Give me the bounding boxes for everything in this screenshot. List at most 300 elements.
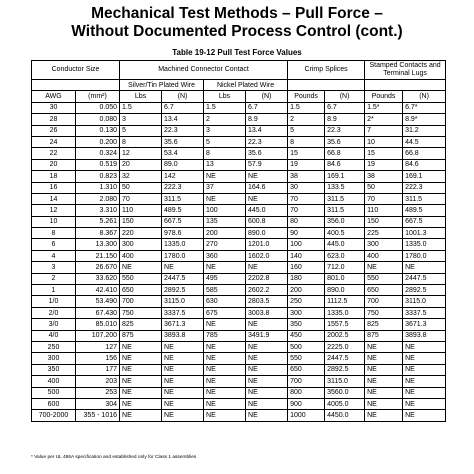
cell-stamped-n: NE <box>403 376 446 387</box>
cell-silver-lbs: 1.5 <box>120 102 162 113</box>
cell-silver-lbs: 20 <box>120 159 162 170</box>
cell-nickel-n: 13.4 <box>246 125 288 136</box>
cell-nickel-n: 57.9 <box>246 159 288 170</box>
cell-awg: 500 <box>32 387 76 398</box>
cell-crimp-pounds: 30 <box>288 182 325 193</box>
cell-crimp-pounds: 250 <box>288 296 325 307</box>
cell-crimp-n: 133.5 <box>325 182 365 193</box>
cell-stamped-n: NE <box>403 364 446 375</box>
cell-nickel-lbs: NE <box>204 341 246 352</box>
cell-crimp-n: 2892.5 <box>325 364 365 375</box>
cell-nickel-lbs: 135 <box>204 216 246 227</box>
cell-crimp-n: 8.9 <box>325 114 365 125</box>
header-blank <box>32 80 120 91</box>
cell-silver-lbs: 32 <box>120 171 162 182</box>
cell-stamped-n: 3671.3 <box>403 319 446 330</box>
cell-stamped-pounds: 19 <box>365 159 403 170</box>
table-row <box>32 262 446 273</box>
title-line-2: Without Documented Process Control (cont.) <box>71 23 403 40</box>
cell-awg: 2/0 <box>32 307 76 318</box>
cell-awg: 2 <box>32 273 76 284</box>
cell-mm2: 127 <box>76 341 120 352</box>
cell-nickel-n: NE <box>246 319 288 330</box>
cell-nickel-lbs: 270 <box>204 239 246 250</box>
cell-silver-n: 978.6 <box>162 228 204 239</box>
cell-silver-n: NE <box>162 353 204 364</box>
table-row <box>32 364 446 375</box>
cell-stamped-n: 3115.0 <box>403 296 446 307</box>
cell-stamped-pounds: 15 <box>365 148 403 159</box>
cell-crimp-n: 84.6 <box>325 159 365 170</box>
cell-crimp-n: 2447.5 <box>325 353 365 364</box>
table-row <box>32 171 446 182</box>
cell-nickel-n: 2602.2 <box>246 285 288 296</box>
cell-silver-n: 667.5 <box>162 216 204 227</box>
cell-awg: 700-2000 <box>32 410 76 421</box>
cell-stamped-n: 1001.3 <box>403 228 446 239</box>
table-body <box>32 102 446 421</box>
header-blank <box>288 80 365 91</box>
cell-stamped-pounds: NE <box>365 353 403 364</box>
cell-stamped-n: 489.5 <box>403 205 446 216</box>
cell-nickel-lbs: NE <box>204 319 246 330</box>
cell-nickel-n: 1201.0 <box>246 239 288 250</box>
cell-mm2: 0.130 <box>76 125 120 136</box>
cell-nickel-n: 600.8 <box>246 216 288 227</box>
cell-stamped-pounds: 110 <box>365 205 403 216</box>
table-row <box>32 182 446 193</box>
cell-mm2: 1.310 <box>76 182 120 193</box>
cell-crimp-n: 311.5 <box>325 193 365 204</box>
cell-nickel-lbs: 3 <box>204 125 246 136</box>
cell-silver-n: 222.3 <box>162 182 204 193</box>
cell-nickel-lbs: NE <box>204 398 246 409</box>
cell-silver-n: 13.4 <box>162 114 204 125</box>
cell-crimp-pounds: 300 <box>288 307 325 318</box>
cell-mm2: 177 <box>76 364 120 375</box>
header-mm2: (mm²) <box>76 91 120 102</box>
cell-nickel-n: 8.9 <box>246 114 288 125</box>
cell-stamped-n: 44.5 <box>403 136 446 147</box>
cell-nickel-lbs: 100 <box>204 205 246 216</box>
table-row <box>32 114 446 125</box>
cell-silver-lbs: NE <box>120 353 162 364</box>
cell-mm2: 304 <box>76 398 120 409</box>
header-newtons: (N) <box>246 91 288 102</box>
cell-silver-lbs: 550 <box>120 273 162 284</box>
cell-nickel-lbs: 5 <box>204 136 246 147</box>
cell-crimp-pounds: 70 <box>288 205 325 216</box>
cell-stamped-pounds: 50 <box>365 182 403 193</box>
cell-awg: 10 <box>32 216 76 227</box>
cell-stamped-n: 8.9* <box>403 114 446 125</box>
cell-nickel-lbs: 200 <box>204 228 246 239</box>
cell-silver-lbs: NE <box>120 341 162 352</box>
cell-crimp-n: 890.0 <box>325 285 365 296</box>
cell-stamped-n: 1780.0 <box>403 250 446 261</box>
cell-crimp-pounds: 80 <box>288 216 325 227</box>
cell-silver-lbs: 825 <box>120 319 162 330</box>
cell-nickel-n: NE <box>246 387 288 398</box>
cell-awg: 20 <box>32 159 76 170</box>
cell-stamped-n: 311.5 <box>403 193 446 204</box>
cell-stamped-n: 84.6 <box>403 159 446 170</box>
cell-awg: 12 <box>32 205 76 216</box>
header-pounds: Pounds <box>365 91 403 102</box>
header-pounds: Pounds <box>288 91 325 102</box>
cell-awg: 30 <box>32 102 76 113</box>
cell-awg: 3/0 <box>32 319 76 330</box>
cell-nickel-n: 2202.8 <box>246 273 288 284</box>
cell-mm2: 107.200 <box>76 330 120 341</box>
header-machined-connector-contact: Machined Connector Contact <box>120 61 288 80</box>
cell-nickel-lbs: 37 <box>204 182 246 193</box>
cell-mm2: 33.620 <box>76 273 120 284</box>
cell-stamped-pounds: NE <box>365 341 403 352</box>
cell-stamped-pounds: 10 <box>365 136 403 147</box>
cell-silver-n: 2892.5 <box>162 285 204 296</box>
cell-silver-lbs: NE <box>120 398 162 409</box>
cell-nickel-lbs: 13 <box>204 159 246 170</box>
cell-crimp-n: 801.0 <box>325 273 365 284</box>
cell-silver-lbs: 3 <box>120 114 162 125</box>
cell-mm2: 26.670 <box>76 262 120 273</box>
cell-silver-lbs: 12 <box>120 148 162 159</box>
cell-nickel-n: NE <box>246 410 288 421</box>
cell-stamped-pounds: 550 <box>365 273 403 284</box>
cell-crimp-n: 445.0 <box>325 239 365 250</box>
cell-stamped-n: NE <box>403 341 446 352</box>
cell-crimp-pounds: 19 <box>288 159 325 170</box>
table-caption: Table 19-12 Pull Test Force Values <box>172 48 302 57</box>
cell-nickel-n: NE <box>246 341 288 352</box>
cell-mm2: 0.080 <box>76 114 120 125</box>
cell-mm2: 0.200 <box>76 136 120 147</box>
table-row <box>32 250 446 261</box>
cell-crimp-n: 3115.0 <box>325 376 365 387</box>
cell-silver-n: 2447.5 <box>162 273 204 284</box>
table-row <box>32 387 446 398</box>
cell-silver-n: 6.7 <box>162 102 204 113</box>
table-row <box>32 319 446 330</box>
cell-crimp-n: 4450.0 <box>325 410 365 421</box>
cell-stamped-n: 6.7* <box>403 102 446 113</box>
cell-stamped-pounds: 875 <box>365 330 403 341</box>
cell-silver-n: 142 <box>162 171 204 182</box>
cell-nickel-n: 890.0 <box>246 228 288 239</box>
cell-stamped-n: 66.8 <box>403 148 446 159</box>
cell-stamped-n: 1335.0 <box>403 239 446 250</box>
cell-mm2: 21.150 <box>76 250 120 261</box>
cell-crimp-n: 1112.5 <box>325 296 365 307</box>
cell-silver-lbs: 8 <box>120 136 162 147</box>
cell-nickel-n: NE <box>246 262 288 273</box>
table-row <box>32 193 446 204</box>
cell-nickel-lbs: NE <box>204 353 246 364</box>
cell-silver-lbs: 150 <box>120 216 162 227</box>
cell-stamped-pounds: NE <box>365 410 403 421</box>
cell-awg: 3 <box>32 262 76 273</box>
cell-crimp-pounds: 800 <box>288 387 325 398</box>
cell-nickel-n: 3491.9 <box>246 330 288 341</box>
cell-crimp-n: 169.1 <box>325 171 365 182</box>
cell-stamped-pounds: NE <box>365 398 403 409</box>
cell-nickel-lbs: 495 <box>204 273 246 284</box>
cell-silver-n: 489.5 <box>162 205 204 216</box>
header-silver-tin-plated: Silver/Tin Plated Wire <box>120 80 204 91</box>
cell-crimp-pounds: 38 <box>288 171 325 182</box>
cell-stamped-pounds: 38 <box>365 171 403 182</box>
cell-crimp-n: 1335.0 <box>325 307 365 318</box>
table-row <box>32 136 446 147</box>
cell-silver-n: NE <box>162 262 204 273</box>
cell-crimp-n: 2002.5 <box>325 330 365 341</box>
cell-stamped-pounds: NE <box>365 387 403 398</box>
cell-silver-n: 89.0 <box>162 159 204 170</box>
cell-silver-lbs: NE <box>120 387 162 398</box>
header-newtons: (N) <box>325 91 365 102</box>
cell-awg: 600 <box>32 398 76 409</box>
table-row <box>32 102 446 113</box>
cell-silver-n: 3893.8 <box>162 330 204 341</box>
header-blank <box>365 80 446 91</box>
cell-crimp-n: 66.8 <box>325 148 365 159</box>
cell-awg: 300 <box>32 353 76 364</box>
table-row <box>32 353 446 364</box>
cell-silver-lbs: 300 <box>120 239 162 250</box>
cell-stamped-n: 31.2 <box>403 125 446 136</box>
cell-mm2: 253 <box>76 387 120 398</box>
cell-silver-lbs: 70 <box>120 193 162 204</box>
cell-silver-n: NE <box>162 364 204 375</box>
cell-nickel-n: 164.6 <box>246 182 288 193</box>
table-row <box>32 330 446 341</box>
cell-crimp-pounds: 900 <box>288 398 325 409</box>
cell-nickel-lbs: 1.5 <box>204 102 246 113</box>
cell-crimp-pounds: 180 <box>288 273 325 284</box>
cell-mm2: 8.367 <box>76 228 120 239</box>
cell-nickel-n: NE <box>246 171 288 182</box>
cell-stamped-n: NE <box>403 387 446 398</box>
cell-silver-lbs: 5 <box>120 125 162 136</box>
cell-crimp-pounds: 100 <box>288 239 325 250</box>
cell-awg: 1/0 <box>32 296 76 307</box>
cell-nickel-lbs: NE <box>204 193 246 204</box>
cell-mm2: 67.430 <box>76 307 120 318</box>
cell-stamped-n: 222.3 <box>403 182 446 193</box>
cell-crimp-pounds: 550 <box>288 353 325 364</box>
cell-stamped-n: NE <box>403 262 446 273</box>
table-row <box>32 148 446 159</box>
table-row <box>32 296 446 307</box>
cell-crimp-n: 35.6 <box>325 136 365 147</box>
cell-awg: 28 <box>32 114 76 125</box>
header-lbs: Lbs <box>204 91 246 102</box>
cell-stamped-n: 667.5 <box>403 216 446 227</box>
table-row <box>32 273 446 284</box>
cell-silver-n: 3337.5 <box>162 307 204 318</box>
cell-nickel-n: 2803.5 <box>246 296 288 307</box>
cell-silver-n: NE <box>162 387 204 398</box>
cell-crimp-n: 623.0 <box>325 250 365 261</box>
cell-silver-lbs: 50 <box>120 182 162 193</box>
cell-stamped-pounds: 2* <box>365 114 403 125</box>
table-row <box>32 159 446 170</box>
cell-nickel-n: 1602.0 <box>246 250 288 261</box>
cell-silver-lbs: 650 <box>120 285 162 296</box>
cell-crimp-pounds: 700 <box>288 376 325 387</box>
table-row <box>32 216 446 227</box>
cell-stamped-n: 3337.5 <box>403 307 446 318</box>
table-row <box>32 410 446 421</box>
cell-stamped-pounds: 750 <box>365 307 403 318</box>
cell-crimp-pounds: 1.5 <box>288 102 325 113</box>
cell-silver-lbs: NE <box>120 262 162 273</box>
title-line-1: Mechanical Test Methods – Pull Force – <box>91 5 383 22</box>
cell-crimp-pounds: 1000 <box>288 410 325 421</box>
cell-silver-n: 1335.0 <box>162 239 204 250</box>
cell-mm2: 3.310 <box>76 205 120 216</box>
header-newtons: (N) <box>162 91 204 102</box>
header-newtons: (N) <box>403 91 446 102</box>
cell-stamped-pounds: 1.5* <box>365 102 403 113</box>
cell-nickel-lbs: 8 <box>204 148 246 159</box>
header-crimp-splices: Crimp Splices <box>288 61 365 80</box>
cell-stamped-n: NE <box>403 398 446 409</box>
cell-stamped-pounds: 700 <box>365 296 403 307</box>
table-row <box>32 228 446 239</box>
table-row <box>32 307 446 318</box>
cell-nickel-lbs: 785 <box>204 330 246 341</box>
table-row <box>32 285 446 296</box>
cell-crimp-n: 6.7 <box>325 102 365 113</box>
cell-crimp-pounds: 140 <box>288 250 325 261</box>
cell-nickel-n: NE <box>246 376 288 387</box>
cell-crimp-n: 400.5 <box>325 228 365 239</box>
cell-mm2: 13.300 <box>76 239 120 250</box>
cell-crimp-n: 712.0 <box>325 262 365 273</box>
cell-mm2: 0.519 <box>76 159 120 170</box>
cell-awg: 22 <box>32 148 76 159</box>
cell-awg: 4 <box>32 250 76 261</box>
cell-awg: 6 <box>32 239 76 250</box>
page-title <box>0 5 474 41</box>
cell-stamped-n: 2892.5 <box>403 285 446 296</box>
cell-nickel-lbs: 360 <box>204 250 246 261</box>
cell-awg: 16 <box>32 182 76 193</box>
cell-stamped-n: NE <box>403 410 446 421</box>
cell-nickel-n: 35.6 <box>246 148 288 159</box>
cell-nickel-lbs: NE <box>204 364 246 375</box>
cell-silver-n: NE <box>162 410 204 421</box>
cell-awg: 250 <box>32 341 76 352</box>
cell-crimp-pounds: 90 <box>288 228 325 239</box>
cell-nickel-n: NE <box>246 193 288 204</box>
cell-mm2: 5.261 <box>76 216 120 227</box>
cell-nickel-n: NE <box>246 398 288 409</box>
cell-silver-n: NE <box>162 398 204 409</box>
header-nickel-plated: Nickel Plated Wire <box>204 80 288 91</box>
cell-nickel-n: 6.7 <box>246 102 288 113</box>
cell-crimp-n: 311.5 <box>325 205 365 216</box>
cell-stamped-pounds: 400 <box>365 250 403 261</box>
footnote: * Value per UL 486A specification and established only for Class 1 assemblies <box>31 455 197 460</box>
cell-stamped-n: 3893.8 <box>403 330 446 341</box>
cell-silver-n: 22.3 <box>162 125 204 136</box>
cell-crimp-pounds: 450 <box>288 330 325 341</box>
cell-silver-n: NE <box>162 376 204 387</box>
cell-nickel-lbs: 630 <box>204 296 246 307</box>
cell-nickel-lbs: 2 <box>204 114 246 125</box>
cell-crimp-pounds: 70 <box>288 193 325 204</box>
cell-silver-lbs: 400 <box>120 250 162 261</box>
cell-nickel-n: 22.3 <box>246 136 288 147</box>
cell-mm2: 0.324 <box>76 148 120 159</box>
cell-silver-lbs: NE <box>120 364 162 375</box>
cell-stamped-pounds: 7 <box>365 125 403 136</box>
cell-stamped-pounds: NE <box>365 364 403 375</box>
cell-crimp-pounds: 650 <box>288 364 325 375</box>
cell-stamped-pounds: NE <box>365 262 403 273</box>
cell-nickel-lbs: 675 <box>204 307 246 318</box>
cell-stamped-pounds: NE <box>365 376 403 387</box>
cell-crimp-pounds: 500 <box>288 341 325 352</box>
cell-silver-n: 53.4 <box>162 148 204 159</box>
table-row <box>32 125 446 136</box>
cell-crimp-pounds: 160 <box>288 262 325 273</box>
cell-silver-lbs: 110 <box>120 205 162 216</box>
cell-crimp-n: 3560.0 <box>325 387 365 398</box>
cell-stamped-pounds: 150 <box>365 216 403 227</box>
cell-crimp-n: 1557.5 <box>325 319 365 330</box>
cell-stamped-pounds: 225 <box>365 228 403 239</box>
table-row <box>32 205 446 216</box>
cell-nickel-lbs: NE <box>204 376 246 387</box>
cell-awg: 26 <box>32 125 76 136</box>
cell-stamped-pounds: 70 <box>365 193 403 204</box>
cell-stamped-pounds: 300 <box>365 239 403 250</box>
cell-stamped-pounds: 825 <box>365 319 403 330</box>
cell-silver-lbs: 750 <box>120 307 162 318</box>
cell-mm2: 156 <box>76 353 120 364</box>
cell-stamped-n: NE <box>403 353 446 364</box>
cell-silver-lbs: 700 <box>120 296 162 307</box>
cell-awg: 18 <box>32 171 76 182</box>
cell-awg: 350 <box>32 364 76 375</box>
table-row <box>32 239 446 250</box>
cell-crimp-pounds: 8 <box>288 136 325 147</box>
cell-crimp-n: 22.3 <box>325 125 365 136</box>
cell-nickel-n: 3003.8 <box>246 307 288 318</box>
pull-test-force-table <box>31 60 446 422</box>
cell-silver-n: 1780.0 <box>162 250 204 261</box>
cell-mm2: 53.490 <box>76 296 120 307</box>
cell-awg: 24 <box>32 136 76 147</box>
cell-mm2: 203 <box>76 376 120 387</box>
cell-silver-n: NE <box>162 341 204 352</box>
table-row <box>32 376 446 387</box>
cell-crimp-n: 356.0 <box>325 216 365 227</box>
cell-awg: 4/0 <box>32 330 76 341</box>
cell-silver-n: 311.5 <box>162 193 204 204</box>
cell-awg: 1 <box>32 285 76 296</box>
cell-silver-n: 35.6 <box>162 136 204 147</box>
table-row <box>32 398 446 409</box>
cell-nickel-n: 445.0 <box>246 205 288 216</box>
cell-crimp-n: 4005.0 <box>325 398 365 409</box>
cell-silver-lbs: 875 <box>120 330 162 341</box>
cell-silver-n: 3115.0 <box>162 296 204 307</box>
